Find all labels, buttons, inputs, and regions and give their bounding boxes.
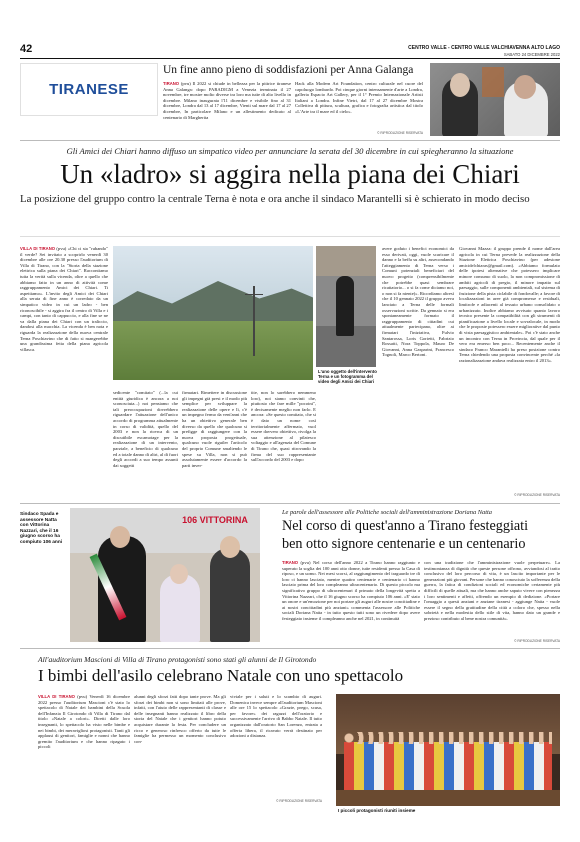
article-text: (pvu) Il 2022 si chiude in bellezza per la pittrice tiranese Anna Galanga: dopo PARADIGM a Venezia terminata il 27 novembre, tre mostre molto diverse tra loro ma tutte di alto livello in dicembre. Milano inaugurata l'11 dicembre e visibile fino al 31 dicembre, Londra dal 13 al 17 dicembre, Vienti sul mare dal 17 al 27 dicembre, In particolare Milano e un allestimento dedicato al centenario di Margherita xyxy=(163,81,291,120)
natale-col1 xyxy=(38,694,130,804)
photo-thief-figure xyxy=(336,276,354,336)
chiari-title: Un «ladro» si aggira nella piana dei Chiari xyxy=(60,159,520,189)
header-rule xyxy=(20,58,560,59)
natale-photo-caption: I piccoli protagonisti riuniti insieme xyxy=(338,808,416,813)
centenari-credit: © RIPRODUZIONE RISERVATA xyxy=(514,639,560,643)
chiari-col1 xyxy=(20,246,108,499)
chiari-photo-caption: L'uno oggetto dell'intervento Terna e un fotogramma del video degli Amici dei Chiari xyxy=(318,369,377,385)
article-text: (pvu) Venerdì 16 dicembre 2022 presso l'auditorium Mascioni c'è stato lo spettacolo di Natale dei bambini della Scuola dell'Infanzia Il Girotondo di Villa di Tirano dal titolo «Natale a colori». Diretti dalle loro insegnanti, lo spettacolo ha visto nelle bimbe e nei bimbi, dei meravigliosi protagonisti. Tanti gli applausi di genitori, famiglie e nonni che hanno gremito l'auditorium e che hanno ripagato i piccoli xyxy=(38,694,130,750)
photo-face-left xyxy=(450,73,470,97)
chiari-col5: avere goduto i benefici economici da esso derivati, oggi, vuole scaricare il danno e la beffa su altri, assecondando l'atteggiamento di Terna verso i Comuni potenziali beneficiari del nuovo progetto (comprensibilmente che potrebbe quasi sembrare ricattatorio... o si fa come diciamo noi, o non si fa niente)». Ricordiamo altresì che il 10 gennaio 2022 il gruppo aveva lanciato a Terna delle formali osservazioni scritte. Da gennaio si era spontaneamente formato il raggruppamento di cittadini cui attualmente partecipano, oltre ai firmatari l'iniziativa, Fulvio Santarossa, Loris Gorietti, Fabrizio Rossatti, Nora Toppola, Mauro De Giovanni, Anna Gasparini, Francesco Tognoli, Marco Bertoni. xyxy=(382,246,454,358)
divider xyxy=(20,648,560,649)
divider xyxy=(20,140,560,141)
photo-wall xyxy=(316,246,376,276)
centenari-photo xyxy=(70,508,260,642)
chiari-video-photo xyxy=(316,246,376,367)
tiranese-photo xyxy=(430,63,560,136)
photo-floor xyxy=(336,790,560,806)
tiranese-tag-label: TIRANESE xyxy=(49,81,129,98)
chiari-col6: Giovanni Mazza: il gruppo prende il nome dall'area agricola in cui Terna prevede la realizzazione della Stazione Elettrica Poschiavino (per adesione amicidelchiaras@gmail.com). «Abbiamo formulato delle ipotesi alternative che potessero implicare minore consumo di suolo, la non compromissione di ambiti agricoli di pregio, il minore impatto sul paesaggio, sulle componenti ambientali, sul sistema di fruizione della pista ciclabile di fondovalle; a favore di localizzazioni in aree già compromesse e residuali, limitrofe e adiacenti al tessuto urbano consolidato o urbanizzato. Inoltre abbiamo avvisato quanto lavoro tecnico presente la compatibilità con gli strumenti di pianificazione a livello locale e sovralocale, in modo che le proposte potessero essere migliorative dal punto di vista paesaggistico ambientale». Poi c'è stato anche un incontro con Terna in Provincia, dal quale per il vero era emerso ben poco... Recentemente anche il sindaco Franco Marantelli ha preso posizione contro Terna chiedendo una proposta convincente perché «la razionalizzazione andava realizzata entro il 2013». xyxy=(459,246,560,363)
natale-kicker: All'auditorium Mascioni di Villa di Tirano protagonisti sono stati gli alunni de Il Girotondo xyxy=(38,655,317,664)
photo-children-heads xyxy=(344,732,552,744)
centenari-title-line2: ben otto signore centenarie e un centenario xyxy=(282,536,526,552)
centenari-col1 xyxy=(282,560,420,642)
centenari-photo-caption: Sindaco Spada e assessore Natta con Vittorina Nazzari, che il 16 giugno scorso ha compiuto 106 anni xyxy=(20,512,63,545)
tiranese-title: Un fine anno pieno di soddisfazioni per Anna Galanga xyxy=(163,64,414,76)
chiari-col2: sedicente "comitato" (...la cui entità giuridica è ancora a noi sconosciuta...) noi pensiamo che tali preoccupazioni dovrebbero riguardare l'attuazione dell'unico accordo di programma attualmente in corso di validità, quello del 2003 e non la ricerca di un discutibile escamotage per la realizzazione di un intervento, parziale, a beneficio di qualcuno ed a totale danno di altri, al di fuori degli accordi a suo tempo assunti dai soggetti xyxy=(113,390,178,468)
dateline: VILLA DI TIRANO xyxy=(20,246,55,251)
page-number: 42 xyxy=(20,43,33,55)
photo-children-row xyxy=(344,742,552,792)
photo-painting xyxy=(482,67,504,97)
natale-credit: © RIPRODUZIONE RISERVATA xyxy=(276,799,322,803)
tiranese-col1 xyxy=(163,81,291,131)
photo-centenarian-face xyxy=(170,564,188,584)
tiranese-col2: Hack alla Modern Art Foundation, centro culturale nel cuore del capoluogo lombardo. Poi cinque giorni intensamente d'arte a Londra, galleria Espacio Art Gallery, per il 1° Premio Internazionale Artisti Italiani a Londra. Infine Vietri, dal 17 al 27 dicembre Mostra Collettiva di pittura, scultura, grafica e fotografia artistica dal titolo «L'Arte tra il mare ed il cielo». xyxy=(295,81,423,114)
photo-pylon xyxy=(253,286,255,356)
centenari-col2: con una tradizione che l'amministrazione vuole perpetuare». La testimonianza di dignità che queste persone offrono, avviandosi al tratto conclusivo del loro percorso di vita, è un lascito importante per le generazioni più giovani. Persone che hanno conosciuto la sofferenza della guerra, la fatica di condizioni sociali ed economiche certamente più difficili di quelle attuali, ma che hanno anche saputo vivere con pienezza i loro sentimenti e affetti, offrendo un esempio di dedizione. «Portare l'omaggio a questi anziani e anziane tiranesi - aggiunge Natta - vuole essere il segno della gratitudine della città a coloro che, spesso nella sobrietà e nella modestia dello stile di vita, hanno dato un grande e prezioso contributo al bene nostra comunità». xyxy=(424,560,560,621)
tiranese-tag xyxy=(20,63,158,116)
natale-col3: viviale per i saluti e lo scambio di auguri. Domenica invece sempre all'auditorium Mascioni alle ore 15 lo spettacolo «Grazie, prego, scusa, per favore» dei ragazzi dell'oratorio e successivamente l'arrivo di Babbo Natale. Il tutto organizzato dall'oratorio San Lorenzo, entrata a offerta libera, il ricavato verrà destinato per adozioni a distanza. xyxy=(230,694,322,739)
chiari-subtitle: La posizione del gruppo contro la centrale Terna è nota e ora anche il sindaco Marantelli si è schierato in modo deciso xyxy=(20,193,530,205)
photo-pylon xyxy=(245,294,263,295)
natale-col2: alunni degli sforzi fatti dopo tante prove. Ma gli sforzi dei bimbi non si sono limitati alle prove, infatti, con l'aiuto delle rappresentanti di classe e delle insegnanti hanno realizzato il libro della storia del Natale che i genitori hanno potuto acquistare durante la festa. Per concludere un ricco e generoso rinfresco offerto da tutte le famiglie ha permesso un momento conclusivo con- xyxy=(134,694,226,744)
dateline: TIRANO xyxy=(282,560,299,565)
chiari-landscape-photo xyxy=(113,246,313,380)
article-text: (pvu) «Chi ci sta "rubando" il verde? Sei invitato a scoprirlo venerdì 30 dicembre alle ore 20.30 presso l'auditorium di Villa di Tirano, con la "Storia della stazione elettrica sulla piana dei Chiari". Raccontiamo tutta la verità sulla vicenda, oltre a quello che abbiamo fatto in un anno di attività come raggruppamento Amici dei Chiari. Ti aspettiamo». L'invito degli Amici dei Chiari alla serata di fine anno è corredato da un simpatico video in cui un ladro - ben riconoscibile - si aggira fra il centro di Villa e i campi, con tanto di cappuccio, e alla fine se ne va dalla piana dei Chiari con un traliccio, dandosi alla macchia. La vicenda è ben nota e riguarda la realizzazione della nuova centrale Terna Poschiavino che di fatto si mangerebbe una grandissima fetta della piana agricola villasca. xyxy=(20,246,108,352)
natale-photo xyxy=(336,694,560,806)
photo-assessore-face xyxy=(220,536,240,558)
header-date: SABATO 24 DICEMBRE 2022 xyxy=(503,52,560,57)
section-label: CENTRO VALLE - CENTRO VALLE VALCHIAVENNA ALTO LAGO xyxy=(408,45,560,51)
divider xyxy=(20,503,560,504)
photo-banner-text: 106 VITTORINA xyxy=(182,515,248,525)
chiari-col4: tite, non lo sarebbero nemmeno loro), noi siamo convinti che, piuttosto che fare mille "pocoini", è decisamente meglio non farlo. E ancora: «Se questo comitato, che si è dato un nome così territorialmente affermato, vuol essere davvero obiettivo, rivolga la sua attenzione al pilatesco voltaggio e all'agenzia del Comune di Tirano che, quasi ritrovando la firma del suo rappresentante sull'accordo del 2003 e dopo xyxy=(251,390,316,463)
natale-title: I bimbi dell'asilo celebrano Natale con uno spettacolo xyxy=(38,666,404,685)
divider xyxy=(20,236,560,237)
chiari-col3: firmatari. Rimettere in discussione gli impegni già presi e il modo più semplice per sviluppare la realizzazione delle opere e lì, c'è un impegno fermo da vent'anni che ha un obiettivo generale ben diverso da quello che qualcuno si prefigge di raggiungere con la nuova proposta progettuale, qualcuno vuole riguiler l'articolo del proprio Comune smaltendo le spese su Villa, non si può assolutamente essere d'accordo la parti inver- xyxy=(182,390,247,468)
dateline: VILLA DI TIRANO xyxy=(38,694,75,699)
dateline: TIRANO xyxy=(163,81,180,86)
photo-assessore-figure xyxy=(210,548,250,642)
photo-field xyxy=(113,321,313,380)
centenari-kicker: Le parole dell'assessore alle Politiche sociali dell'amministrazione Doriana Natta xyxy=(282,509,492,516)
photo-centenarian-figure xyxy=(160,574,200,642)
photo-face-right xyxy=(514,75,536,99)
tiranese-credit: © RIPRODUZIONE RISERVATA xyxy=(377,131,423,135)
centenari-title-line1: Nel corso di quest'anno a Tirano festeggiati xyxy=(282,518,529,534)
chiari-kicker: Gli Amici dei Chiari hanno diffuso un simpatico video per annunciare la serata del 30 dicembre in cui spiegheranno la situazione xyxy=(66,146,514,156)
photo-mayor-face xyxy=(110,526,130,548)
article-text: (pvu) Nel corso dell'anno 2022 a Tirano hanno raggiunto e superato la soglia dei 100 anni otto donne, tutte residenti presso la Casa di riposo, e un uomo. Nei mesi scorsi, al raggiungimento del traguardo tre di loro ci hanno lasciato, mentre quattro centenarie e centenario ci hanno lasciato prima del loro compleanno ultracentenario. Di questo piccolo ma significativo gruppo di ultracentenari il primato della longevità spetta a Vittorina Nazzari, che il 16 giugno scorso ha compiuto 106 anni. «E' stato un onore e un'emozione per noi portare gli auguri alle nostre concittadine e ai nostri concittadini più anziani» commenta l'assessore alle Politiche sociali Doriana Natta - in tutto questo tutti sono un rivedere dopo avere festeggiato insieme il compleanno anche nel 2021, in continuità xyxy=(282,560,420,621)
chiari-credit: © RIPRODUZIONE RISERVATA xyxy=(514,493,560,497)
